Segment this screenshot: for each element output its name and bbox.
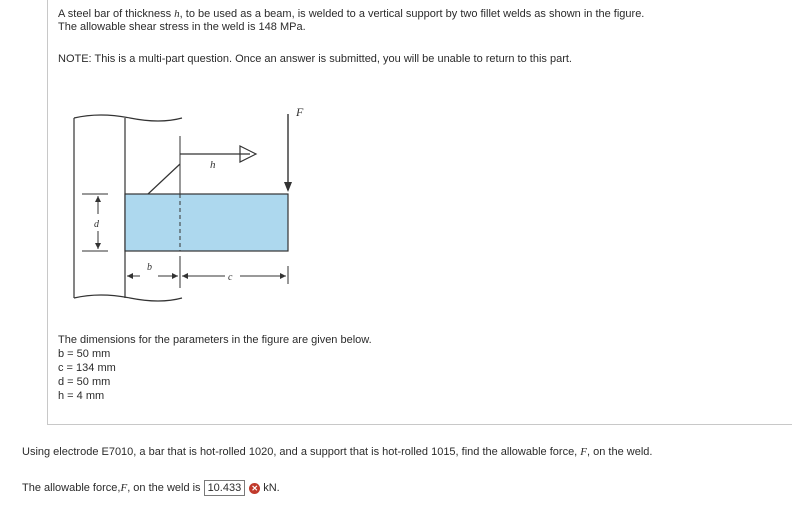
- dimensions-heading: The dimensions for the parameters in the figure are given below.: [58, 334, 372, 346]
- dim-b-left-arrow-head: [127, 273, 133, 279]
- answer-var-F: F: [120, 481, 128, 494]
- weld-figure: [60, 96, 330, 311]
- multi-part-note: NOTE: This is a multi-part question. Once an answer is submitted, you will be unable to return to this part.: [58, 53, 572, 65]
- dim-b-right-arrow-head: [172, 273, 178, 279]
- incorrect-x-icon: ✕: [249, 483, 260, 494]
- answer-row: [22, 480, 280, 496]
- answer-input[interactable]: 10.433: [204, 480, 246, 496]
- dim-d-arrow-down-head: [95, 243, 101, 249]
- problem-statement: [58, 8, 778, 34]
- support-top-break: [74, 115, 182, 121]
- steel-bar: [125, 194, 288, 251]
- dim-d-arrow-up-head: [95, 196, 101, 202]
- answer-label-end: , on the weld is: [127, 481, 201, 494]
- force-arrow-head: [284, 182, 292, 192]
- label-h: h: [210, 159, 216, 171]
- dimensions-list: [58, 333, 372, 403]
- answer-label: The allowable force,: [22, 481, 121, 494]
- question-prompt: Using electrode E7010, a bar that is hot-rolled 1020, and a support that is hot-rolled 1015, find the allowable force, F, on the weld.: [22, 446, 653, 458]
- dimension-d: d = 50 mm: [58, 376, 111, 388]
- weld-diagram: [60, 96, 330, 311]
- label-F: F: [296, 105, 304, 119]
- label-b: b: [147, 262, 152, 273]
- intro-line-2: The allowable shear stress in the weld is 148 MPa.: [58, 21, 306, 33]
- label-d: d: [94, 219, 99, 230]
- dim-c-right-arrow-head: [280, 273, 286, 279]
- dimension-b: b = 50 mm: [58, 348, 111, 360]
- dimension-h: h = 4 mm: [58, 390, 105, 402]
- dim-c-left-arrow-head: [182, 273, 188, 279]
- intro-line-1: A steel bar of thickness h, to be used as a beam, is welded to a vertical support by two fillet welds as shown in the figure.: [58, 8, 645, 20]
- support-bottom-break: [74, 295, 182, 301]
- label-c: c: [228, 272, 233, 283]
- dimension-c: c = 134 mm: [58, 362, 116, 374]
- answer-unit: kN.: [263, 481, 280, 494]
- weld-leader: [148, 164, 180, 194]
